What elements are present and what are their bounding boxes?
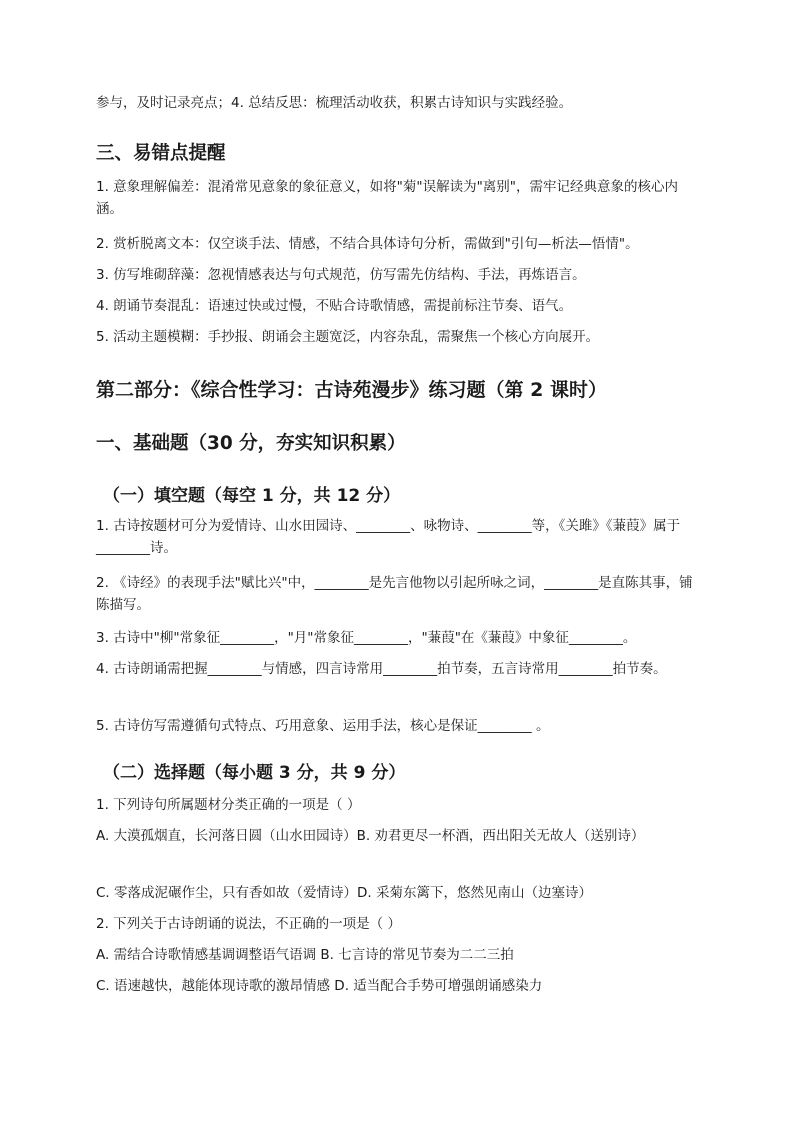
basic-heading: 一、基础题（30 分，夯实知识积累） [96, 433, 406, 454]
pitfall-item-3: 3. 仿写堆砌辞藻：忽视情感表达与句式规范，仿写需先仿结构、手法，再炼语言。 [96, 267, 586, 283]
fill-item-2: 2. 《诗经》的表现手法"赋比兴"中，________是先言他物以引起所咏之词，________是直陈其事，铺陈描写。 [96, 575, 693, 613]
fill-item-5: 5. 古诗仿写需遵循句式特点、巧用意象、运用手法，核心是保证________ 。 [96, 718, 550, 734]
part2-title: 第二部分：《综合性学习：古诗苑漫步》练习题（第 2 课时） [96, 379, 607, 401]
pitfall-item-5: 5. 活动主题模糊：手抄报、朗诵会主题宽泛，内容杂乱，需聚焦一个核心方向展开。 [96, 329, 600, 345]
pitfall-item-1: 1. 意象理解偏差：混淆常见意象的象征意义，如将"菊"误解读为"离别"，需牢记经典意象的核心内涵。 [96, 179, 679, 217]
fill-heading: （一）填空题（每空 1 分，共 12 分） [103, 486, 401, 506]
pitfall-item-2: 2. 赏析脱离文本：仅空谈手法、情感，不结合具体诗句分析，需做到"引句—析法—悟情"。 [96, 236, 639, 252]
fill-item-4: 4. 古诗朗诵需把握________与情感，四言诗常用________拍节奏，五言诗常用________拍节奏。 [96, 661, 667, 677]
choice-q1-stem: 1. 下列诗句所属题材分类正确的一项是（ ） [96, 797, 361, 813]
choice-q1-options-cd: C. 零落成泥碾作尘，只有香如故（爱情诗）D. 采菊东篱下，悠然见南山（边塞诗） [96, 885, 592, 901]
fill-item-1: 1. 古诗按题材可分为爱情诗、山水田园诗、________、咏物诗、________等，《关雎》《蒹葭》属于________诗。 [96, 518, 681, 556]
choice-q2-options-cd: C. 语速越快，越能体现诗歌的激昂情感 D. 适当配合手势可增强朗诵感染力 [96, 978, 543, 994]
continuation-text: 参与，及时记录亮点；4. 总结反思：梳理活动收获，积累古诗知识与实践经验。 [96, 95, 573, 111]
fill-item-3: 3. 古诗中"柳"常象征________，"月"常象征________，"蒹葭"在《蒹葭》中象征________。 [96, 630, 637, 646]
choice-q1-options-ab: A. 大漠孤烟直，长河落日圆（山水田园诗）B. 劝君更尽一杯酒，西出阳关无故人（送别诗） [96, 828, 645, 844]
choice-heading: （二）选择题（每小题 3 分，共 9 分） [103, 763, 406, 783]
choice-q2-options-ab: A. 需结合诗歌情感基调调整语气语调 B. 七言诗的常见节奏为二二三拍 [96, 947, 514, 963]
section3-heading: 三、易错点提醒 [96, 143, 226, 164]
pitfall-item-4: 4. 朗诵节奏混乱：语速过快或过慢，不贴合诗歌情感，需提前标注节奏、语气。 [96, 298, 573, 314]
choice-q2-stem: 2. 下列关于古诗朗诵的说法，不正确的一项是（ ） [96, 916, 401, 932]
